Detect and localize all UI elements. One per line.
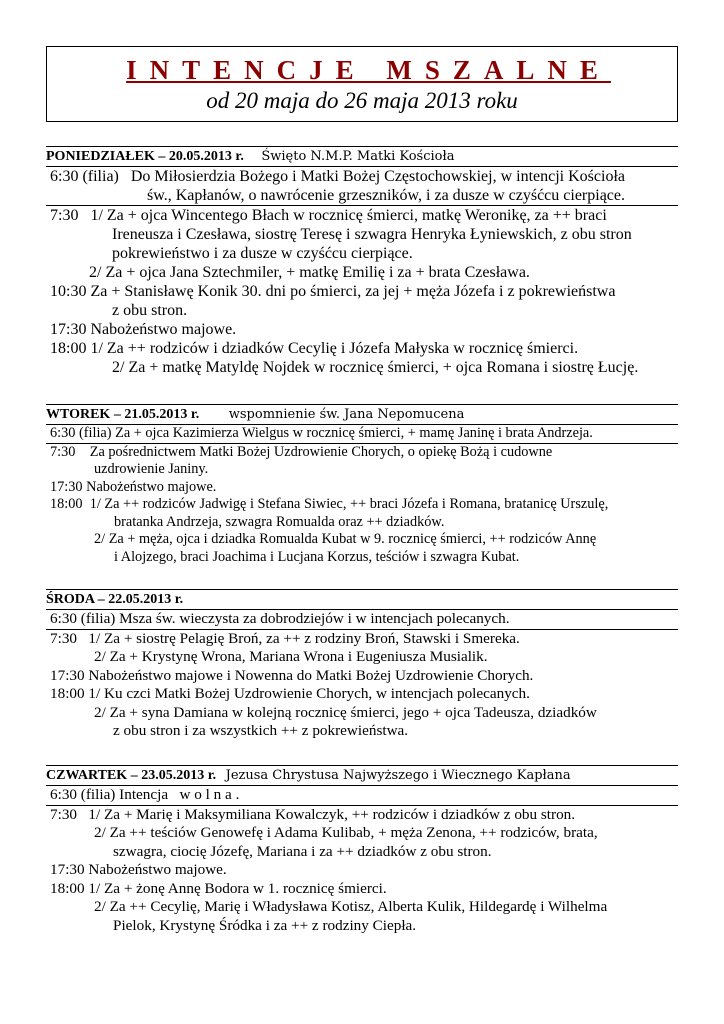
day-header bbox=[46, 589, 678, 610]
intention-block bbox=[46, 630, 678, 741]
day-name: WTOREK – 21.05.2013 r. bbox=[46, 407, 200, 422]
intention-line: 7:30 1/ Za + ojca Wincentego Błach w rocznicę śmierci, matkę Weronikę, za ++ braci bbox=[50, 207, 607, 224]
intention-block bbox=[46, 806, 678, 936]
intention-line: 6:30 (filia) Za + ojca Kazimierza Wielgus w rocznicę śmierci, + mamę Janinę i brata Andrzeja. bbox=[50, 425, 593, 441]
intention-line: pokrewieństwo i za dusze w czyśćcu cierpiące. bbox=[112, 245, 413, 262]
intention-line: 2/ Za ++ teściów Genowefę i Adama Kulibab, + męża Zenona, ++ rodziców, brata, bbox=[94, 824, 598, 841]
intention-block bbox=[46, 444, 678, 567]
intention-line: 7:30 1/ Za + siostrę Pelagię Broń, za ++ z rodziny Broń, Stawski i Smereka. bbox=[50, 629, 520, 647]
intention-line: z obu stron i za wszystkich ++ z pokrewieństwa. bbox=[113, 722, 409, 739]
intention-line: św., Kapłanów, o nawrócenie grzeszników, i za dusze w czyśćcu cierpiące. bbox=[147, 187, 626, 204]
page-subtitle: od 20 maja do 26 maja 2013 roku bbox=[206, 88, 518, 113]
intention-line: 10:30 Za + Stanisławę Konik 30. dni po śmierci, za jej + męża Józefa i z pokrewieństwa bbox=[50, 283, 616, 300]
intention-block bbox=[46, 425, 678, 444]
page-title: INTENCJE MSZALNE bbox=[126, 55, 611, 85]
intention-line: 17:30 Nabożeństwo majowe i Nowenna do Matki Bożej Uzdrowienie Chorych. bbox=[50, 666, 534, 684]
intention-line: 7:30 1/ Za + Marię i Maksymiliana Kowalczyk, ++ rodziców i dziadków z obu stron. bbox=[50, 805, 576, 823]
intention-block bbox=[46, 610, 678, 630]
intention-line: 2/ Za + ojca Jana Sztechmiler, + matkę Emilię i za + brata Czesława. bbox=[89, 264, 530, 281]
intention-line: 18:00 1/ Za ++ rodziców i dziadków Cecylię i Józefa Małyska w rocznicę śmierci. bbox=[50, 340, 579, 357]
intention-line: 17:30 Nabożeństwo majowe. bbox=[50, 321, 237, 338]
intention-line: bratanka Andrzeja, szwagra Romualda oraz ++ dziadków. bbox=[114, 513, 445, 530]
day-header bbox=[46, 765, 678, 786]
day-section-thursday bbox=[46, 765, 678, 935]
intention-block bbox=[46, 206, 678, 377]
intention-line: 2/ Za + męża, ojca i dziadka Romualda Kubat w 9. rocznicę śmierci, ++ rodziców Annę bbox=[94, 531, 597, 547]
intention-line: 2/ Za + matkę Matyldę Nojdek w rocznicę śmierci, + ojca Romana i siostrę Łucję. bbox=[112, 359, 639, 376]
intention-block bbox=[46, 786, 678, 806]
intention-block bbox=[46, 167, 678, 206]
intention-line: 6:30 (filia) Intencja w o l n a . bbox=[50, 786, 240, 803]
intention-line: 2/ Za + syna Damiana w kolejną rocznicę śmierci, jego + ojca Tadeusza, dziadków bbox=[94, 703, 597, 721]
intention-line: Ireneusza i Czesława, siostrę Teresę i szwagra Henryka Łyniewskich, z obu stron bbox=[112, 226, 632, 243]
intention-line: 18:00 1/ Ku czci Matki Bożej Uzdrowienie Chorych, w intencjach polecanych. bbox=[50, 685, 530, 702]
intention-line: 2/ Za ++ Cecylię, Marię i Władysława Kotisz, Alberta Kulik, Hildegardę i Wilhelma bbox=[94, 898, 608, 915]
intention-line: 18:00 1/ Za + żonę Annę Bodora w 1. rocznicę śmierci. bbox=[50, 879, 387, 897]
intention-line: 17:30 Nabożeństwo majowe. bbox=[50, 861, 227, 878]
intention-line: szwagra, ciocię Józefę, Mariana i za ++ dziadków z obu stron. bbox=[113, 842, 492, 860]
day-header bbox=[46, 404, 678, 425]
intention-line: 2/ Za + Krystynę Wrona, Mariana Wrona i Eugeniusza Musialik. bbox=[94, 648, 488, 665]
day-section-wednesday bbox=[46, 589, 678, 741]
day-feast: wspomnienie św. Jana Nepomucena bbox=[228, 407, 465, 422]
day-section-monday bbox=[46, 146, 678, 377]
day-header bbox=[46, 146, 678, 167]
intention-line: 17:30 Nabożeństwo majowe. bbox=[50, 478, 217, 495]
intention-line: i Alojzego, braci Joachima i Lucjana Korzus, teściów i szwagra Kubat. bbox=[114, 548, 520, 565]
header-box bbox=[46, 46, 678, 122]
day-name: CZWARTEK – 23.05.2013 r. bbox=[46, 768, 217, 783]
intention-line: uzdrowienie Janiny. bbox=[94, 461, 209, 477]
intention-line: 18:00 1/ Za ++ rodziców Jadwigę i Stefana Siwiec, ++ braci Józefa i Romana, bratanicę Urszulę, bbox=[50, 496, 609, 512]
intention-line: 6:30 (filia) Do Miłosierdzia Bożego i Matki Bożej Częstochowskiej, w intencji Kościoła bbox=[50, 168, 625, 185]
intention-line: Pielok, Krystynę Śródka i za ++ z rodziny Ciepła. bbox=[113, 916, 417, 934]
day-name: ŚRODA – 22.05.2013 r. bbox=[46, 592, 184, 607]
day-section-tuesday bbox=[46, 404, 678, 566]
day-name: PONIEDZIAŁEK – 20.05.2013 r. bbox=[46, 149, 244, 164]
day-feast: Święto N.M.P. Matki Kościoła bbox=[261, 149, 455, 164]
intention-line: z obu stron. bbox=[112, 302, 188, 319]
intention-line: 6:30 (filia) Msza św. wieczysta za dobrodziejów i w intencjach polecanych. bbox=[50, 610, 510, 627]
intention-line: 7:30 Za pośrednictwem Matki Bożej Uzdrowienie Chorych, o opiekę Bożą i cudowne bbox=[50, 443, 553, 460]
day-feast: Jezusa Chrystusa Najwyższego i Wiecznego Kapłana bbox=[225, 768, 571, 783]
